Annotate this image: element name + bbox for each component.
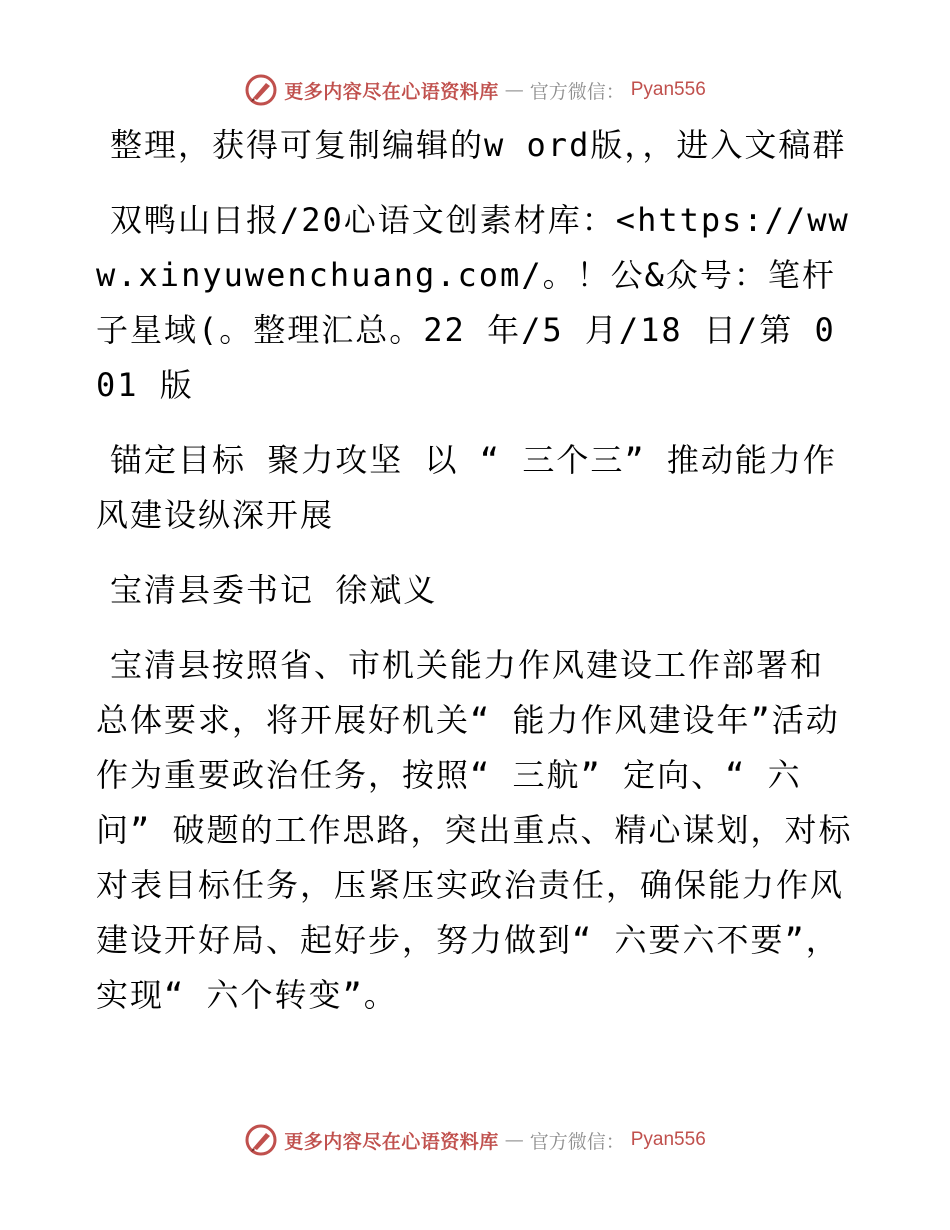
watermark-label: 官方微信： — [529, 80, 625, 103]
body-paragraph: 宝清县按照省、市机关能力作风建设工作部署和总体要求，将开展好机关“ 能力作风建设年”活动作为重要政治任务，按照“ 三航” 定向、“ 六问” 破题的工作思路，突出重点、精心谋划，对标对表目标任务，压紧压实政治责任，确保能力作风建设开好局、起好步，努力做到“ 六要六不要”，实现“ 六个转变”。 — [96, 646, 853, 1014]
watermark-wechat-id: Pyan556 — [630, 1129, 706, 1150]
source-paragraph: 双鸭山日报/20心语文创素材库：<https://www.xinyuwenchuang.com/。！公&众号：笔杆子星域(。整理汇总。22 年/5 月/18 日/第 001 版 — [96, 201, 850, 404]
watermark-brand: 更多内容尽在心语资料库 — [284, 1130, 499, 1153]
watermark-separator: — — [504, 1129, 524, 1151]
pen-logo-icon — [244, 73, 278, 107]
intro-paragraph: 整理，获得可复制编辑的w ord版，，进入文稿群 — [110, 126, 847, 164]
watermark-label: 官方微信： — [529, 1130, 625, 1153]
watermark-separator: — — [504, 79, 524, 101]
watermark-wechat-id: Pyan556 — [630, 79, 706, 100]
article-title: 锚定目标 聚力攻坚 以 “ 三个三” 推动能力作风建设纵深开展 — [96, 441, 837, 534]
footer-watermark — [0, 1120, 950, 1160]
document-body — [96, 118, 856, 1043]
pen-logo-icon — [244, 1123, 278, 1157]
header-watermark — [0, 70, 950, 110]
watermark-brand: 更多内容尽在心语资料库 — [284, 80, 499, 103]
author-line: 宝清县委书记 徐斌义 — [110, 571, 438, 609]
